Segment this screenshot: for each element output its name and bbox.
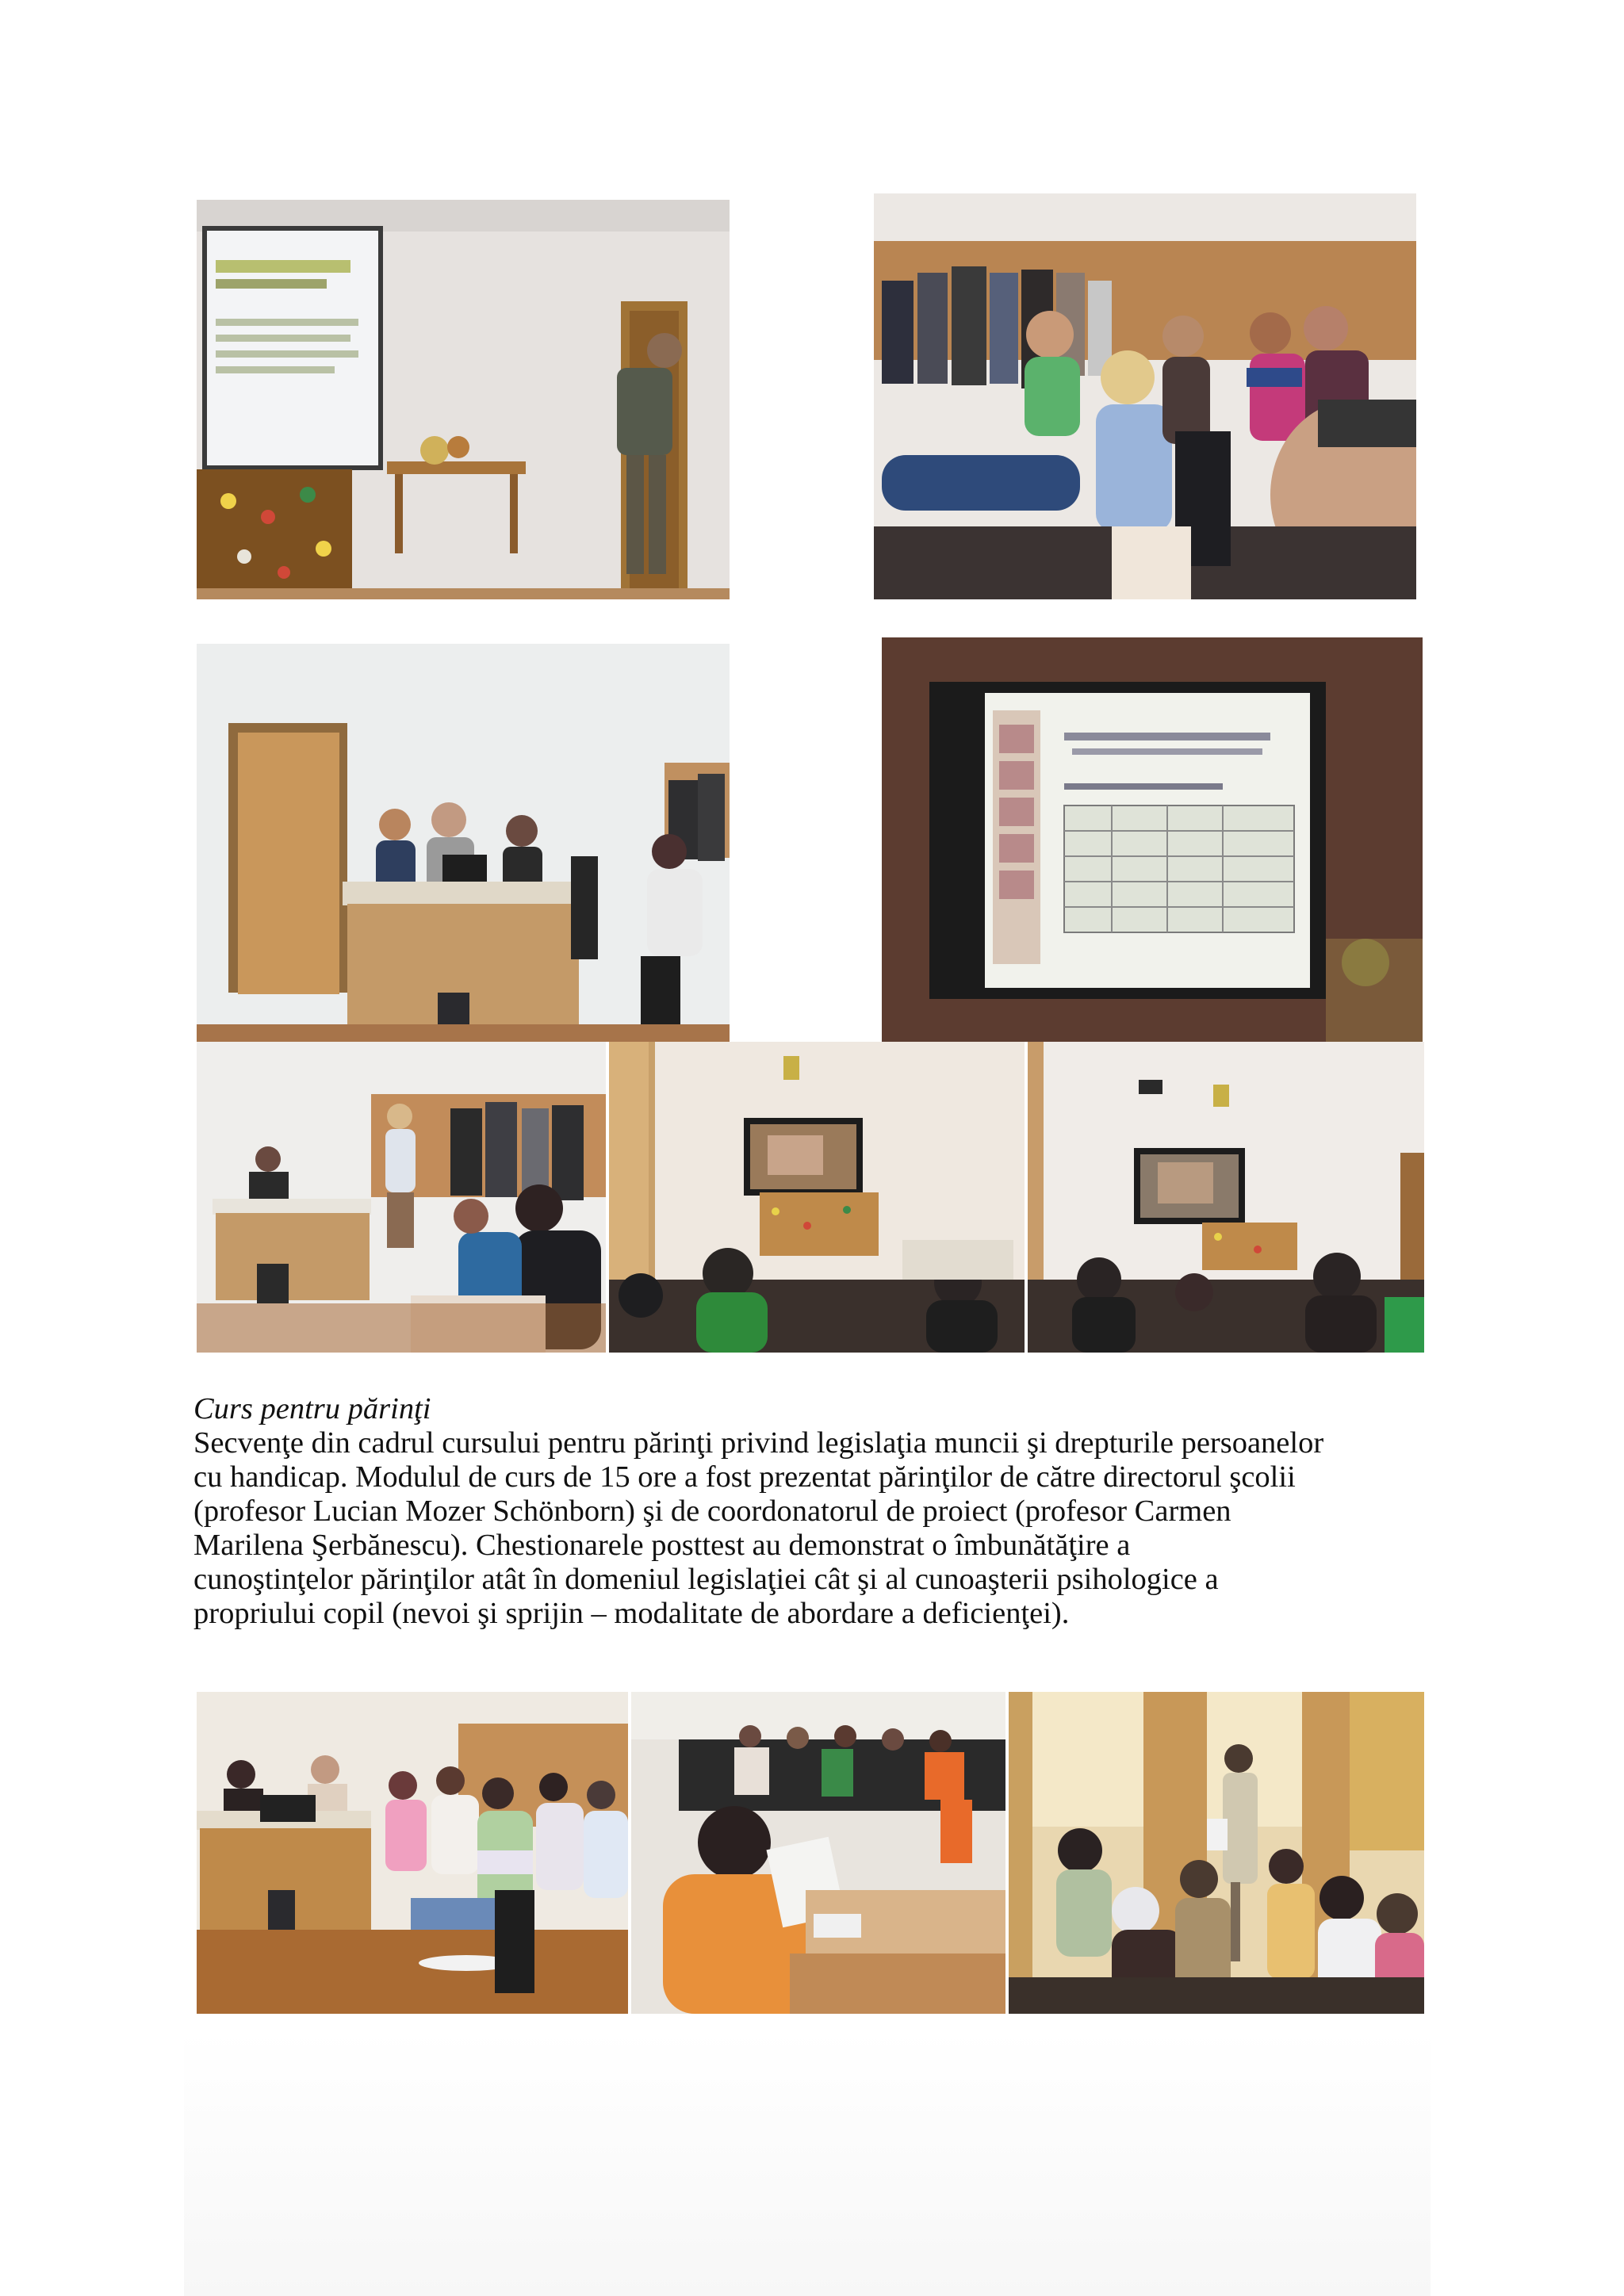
photo-panel-at-desk <box>197 644 730 1042</box>
caption-line: cunoştinţelor părinţilor atât în domeniul legislaţiei cât şi al cunoaşterii psihologice a <box>193 1563 1219 1596</box>
photo-presenter-with-projection <box>197 200 730 599</box>
caption-block <box>193 1392 1431 1631</box>
caption-line: (profesor Lucian Mozer Schönborn) şi de coordonatorul de proiect (profesor Carmen <box>193 1494 1231 1528</box>
photo-smartboard-table-slide <box>882 637 1423 1042</box>
photo-audience-listening <box>874 193 1416 599</box>
photo-classroom-video-2 <box>1028 1042 1424 1353</box>
photo-parents-seated <box>197 1692 628 2014</box>
caption-line: Marilena Şerbănescu). Chestionarele posttest au demonstrat o îmbunătăţire a <box>193 1529 1131 1562</box>
page-bottom-margin <box>184 2030 1431 2296</box>
photo-group-by-window <box>1009 1692 1424 2014</box>
caption-line: propriului copil (nevoi şi sprijin – modalitate de abordare a deficienţei). <box>193 1597 1070 1630</box>
caption-title: Curs pentru părinţi <box>193 1392 431 1425</box>
photo-parent-reading <box>631 1692 1005 2014</box>
photo-speaker-standing <box>197 1042 606 1353</box>
caption-line: Secvenţe din cadrul cursului pentru părinţi privind legislaţia muncii şi drepturile persoanelor <box>193 1426 1324 1460</box>
photo-classroom-video-1 <box>609 1042 1025 1353</box>
caption-line: cu handicap. Modulul de curs de 15 ore a fost prezentat părinţilor de către directorul şcolii <box>193 1460 1296 1494</box>
